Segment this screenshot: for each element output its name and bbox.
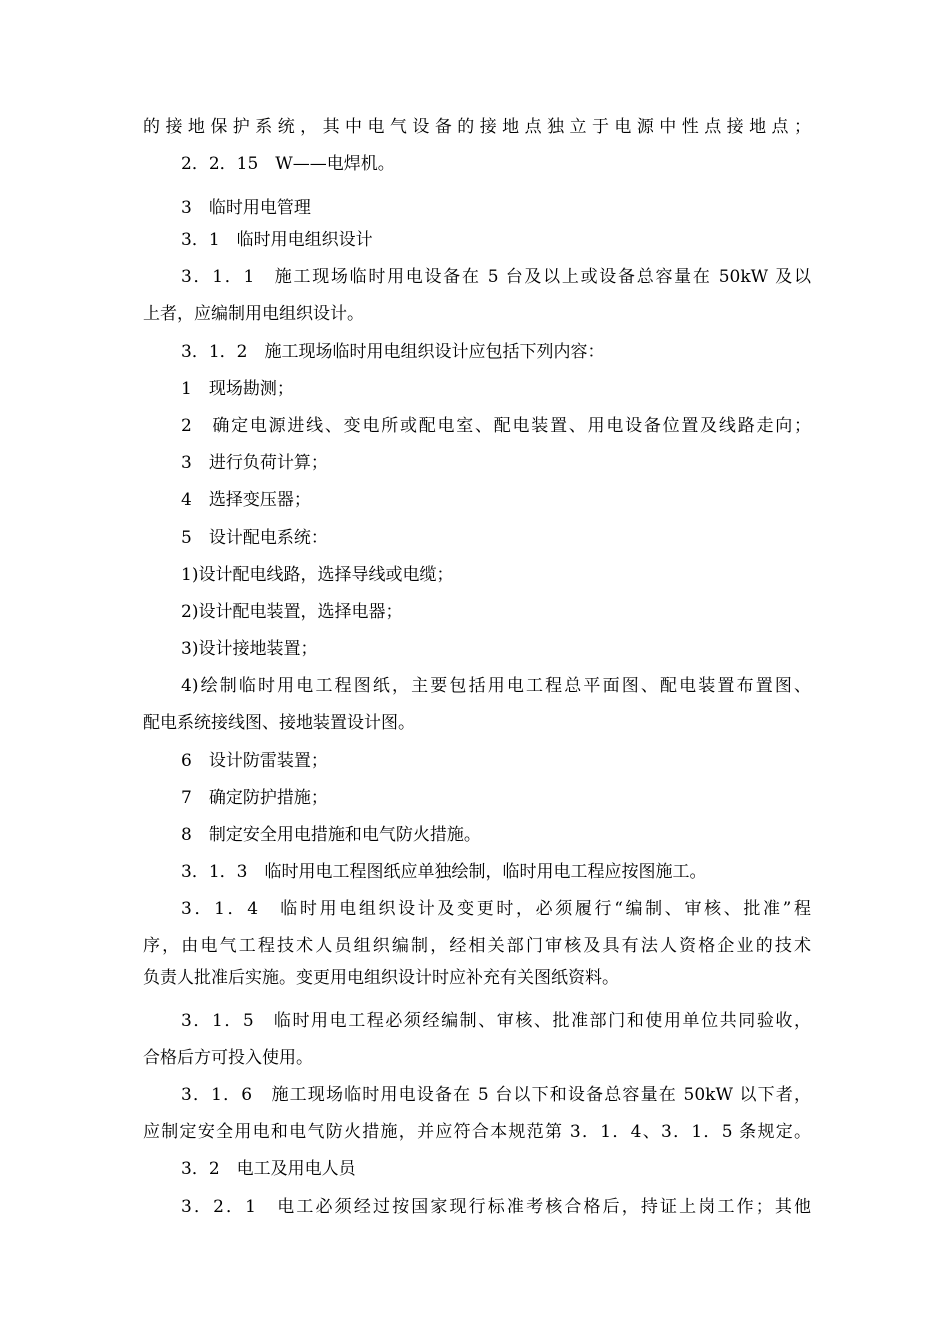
list-item: 1 现场勘测；	[181, 379, 294, 399]
list-item: 2 确定电源进线、变电所或配电室、配电装置、用电设备位置及线路走向；	[181, 416, 811, 436]
text-line: 3．1．2 施工现场临时用电组织设计应包括下列内容：	[181, 342, 605, 362]
list-item: 4)绘制临时用电工程图纸，主要包括用电工程总平面图、配电装置布置图、	[181, 676, 811, 696]
list-item: 6 设计防雷装置；	[181, 751, 328, 771]
list-item: 3)设计接地装置；	[181, 639, 318, 659]
text-line: 配电系统接线图、接地装置设计图。	[143, 713, 415, 733]
list-item: 4 选择变压器；	[181, 490, 311, 510]
section-heading: 3 临时用电管理	[181, 198, 311, 218]
text-line: 序，由电气工程技术人员组织编制，经相关部门审核及具有法人资格企业的技术	[143, 936, 811, 956]
list-item: 5 设计配电系统：	[181, 528, 328, 548]
text-line: 负责人批准后实施。变更用电组织设计时应补充有关图纸资料。	[143, 968, 619, 988]
text-line: 合格后方可投入使用。	[143, 1048, 313, 1068]
text-line: 上者，应编制用电组织设计。	[143, 304, 364, 324]
subsection-heading: 3．1 临时用电组织设计	[181, 230, 373, 250]
list-item: 1)设计配电线路，选择导线或电缆；	[181, 565, 454, 585]
text-line: 应制定安全用电和电气防火措施，并应符合本规范第 3．1．4、3．1．5 条规定。	[143, 1122, 811, 1142]
text-line: 3．1．3 临时用电工程图纸应单独绘制，临时用电工程应按图施工。	[181, 862, 707, 882]
text-line: 的接地保护系统，其中电气设备的接地点独立于电源中性点接地点；	[143, 117, 811, 137]
text-line: 3．1．5 临时用电工程必须经编制、审核、批准部门和使用单位共同验收，	[181, 1011, 811, 1031]
text-line: 3．1．1 施工现场临时用电设备在 5 台及以上或设备总容量在 50kW 及以	[181, 267, 811, 287]
text-line: 2．2．15 W——电焊机。	[181, 154, 395, 174]
list-item: 3 进行负荷计算；	[181, 453, 328, 473]
list-item: 8 制定安全用电措施和电气防火措施。	[181, 825, 481, 845]
subsection-heading: 3．2 电工及用电人员	[181, 1159, 356, 1179]
list-item: 2)设计配电装置，选择电器；	[181, 602, 403, 622]
text-line: 3．2．1 电工必须经过按国家现行标准考核合格后，持证上岗工作；其他	[181, 1197, 811, 1217]
text-line: 3．1．4 临时用电组织设计及变更时，必须履行“编制、审核、批准”程	[181, 899, 811, 919]
text-line: 3．1．6 施工现场临时用电设备在 5 台以下和设备总容量在 50kW 以下者，	[181, 1085, 811, 1105]
list-item: 7 确定防护措施；	[181, 788, 328, 808]
